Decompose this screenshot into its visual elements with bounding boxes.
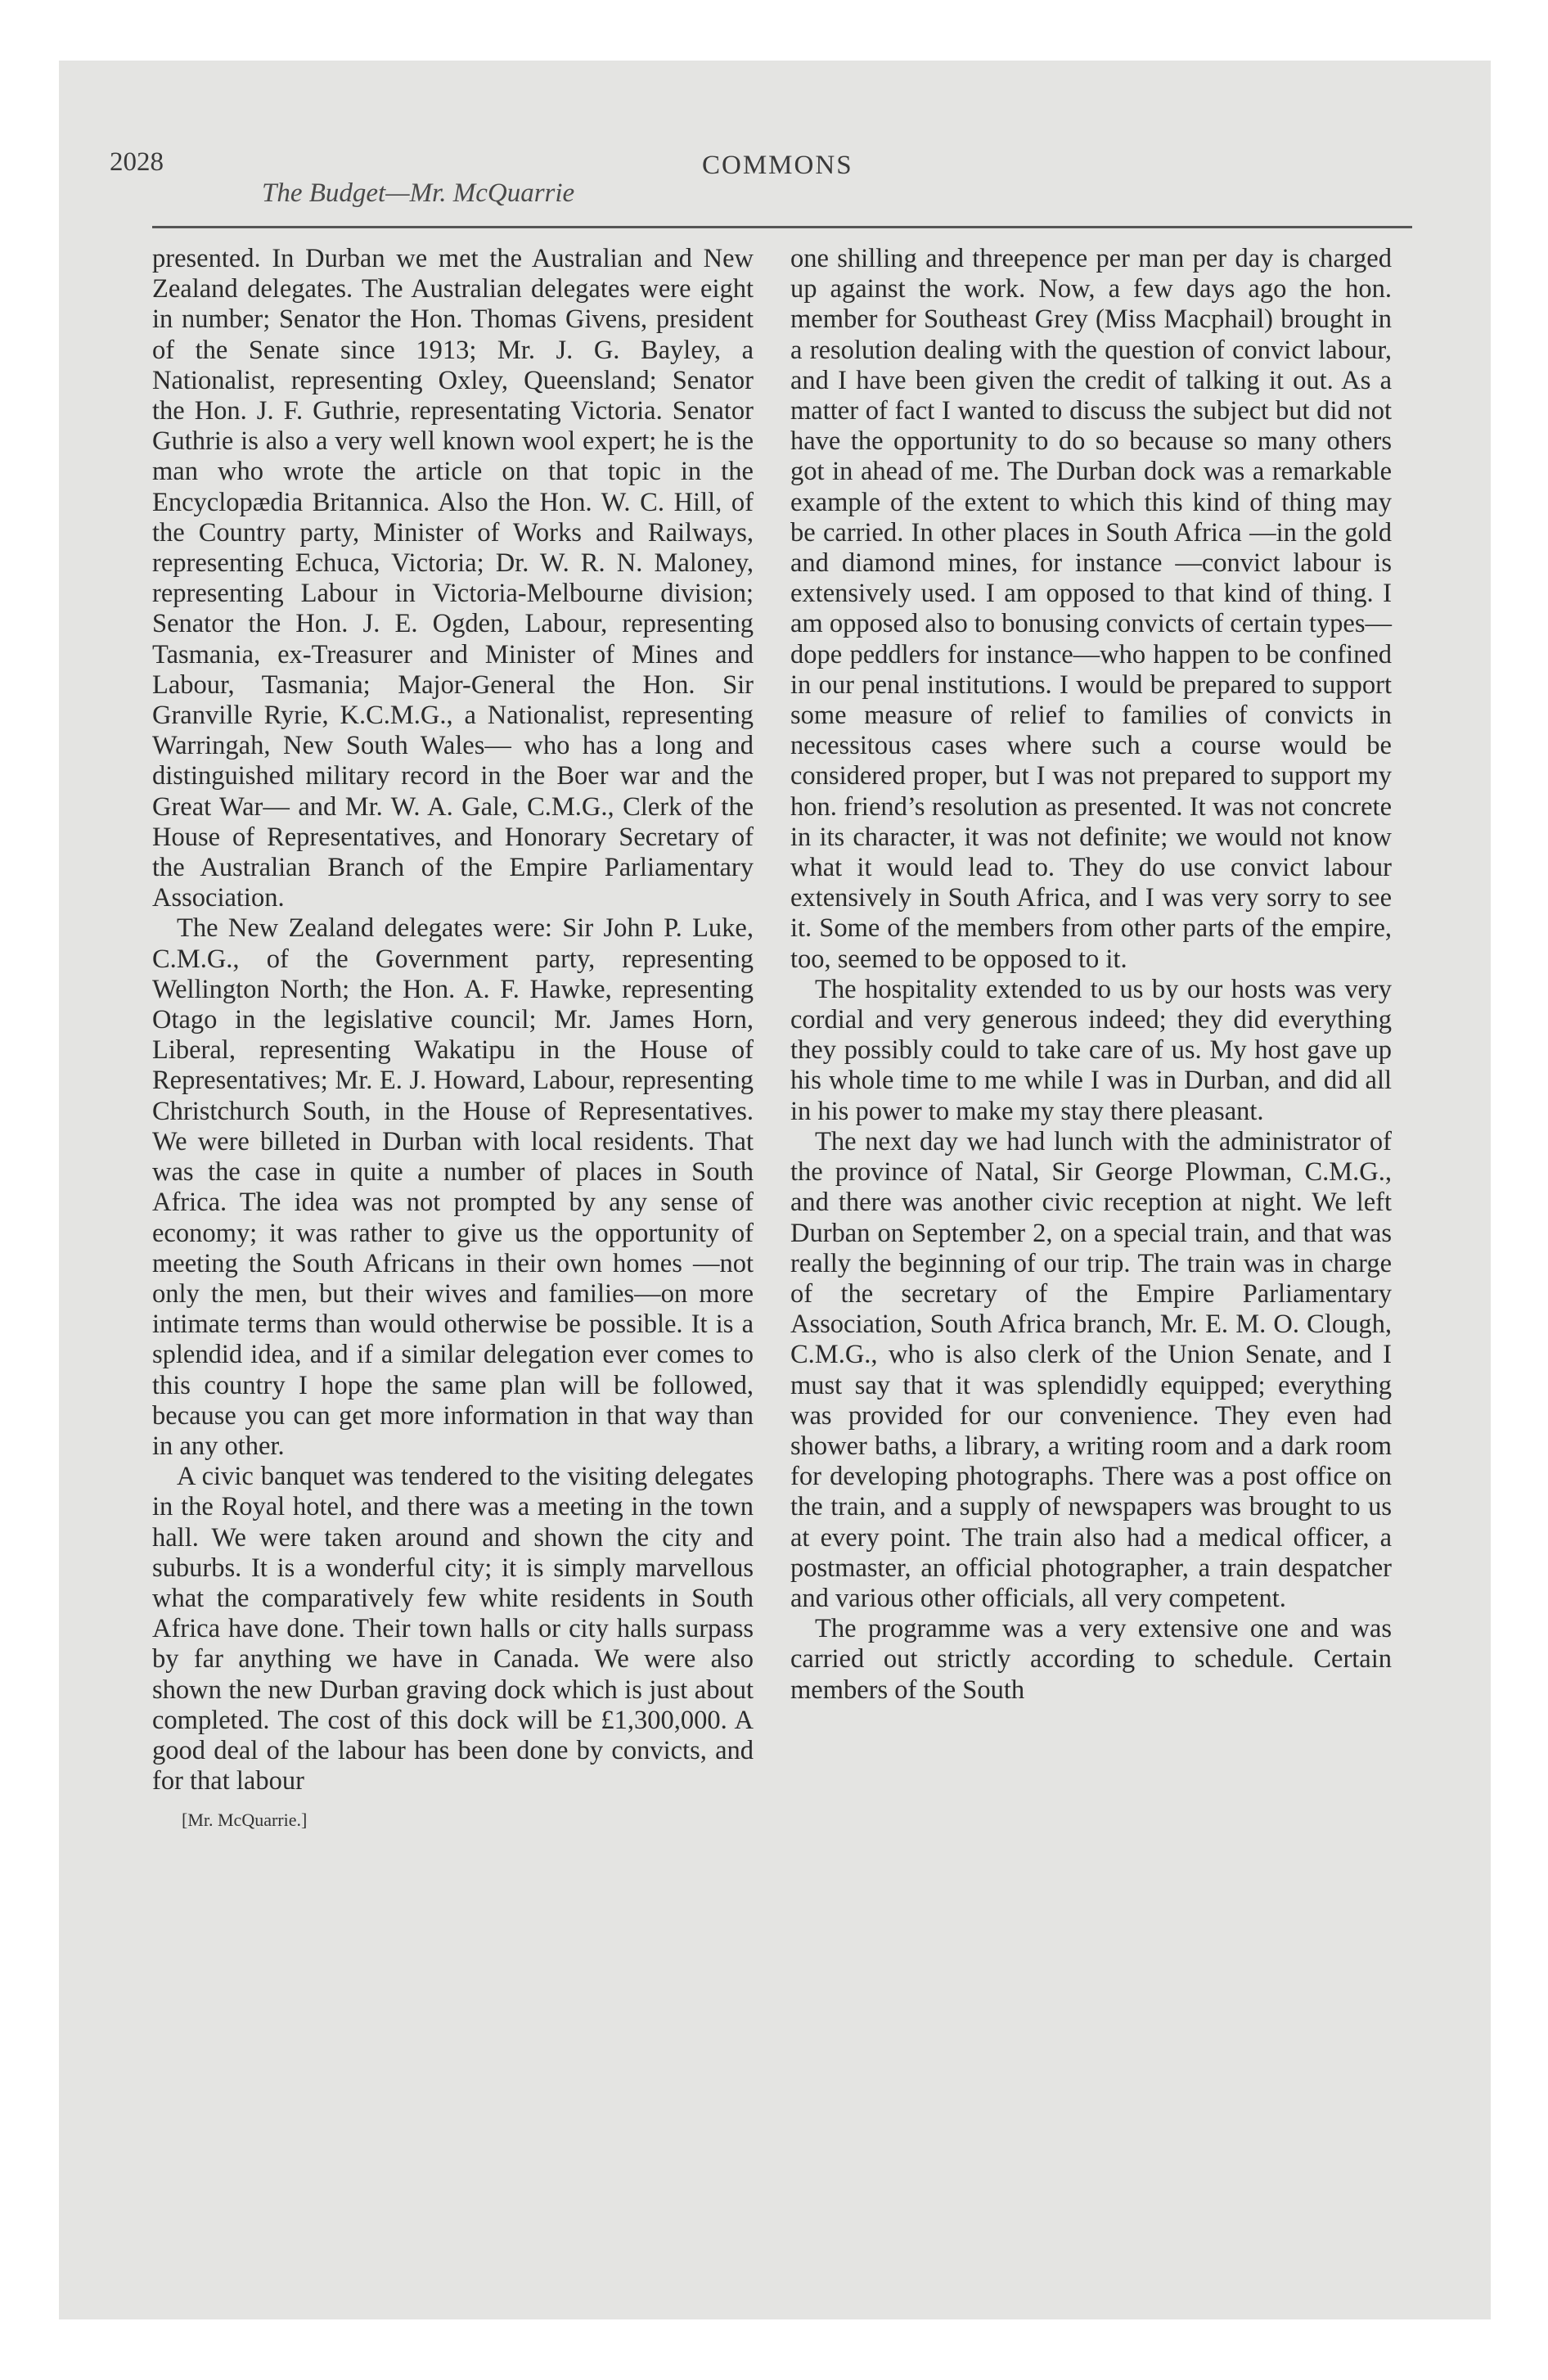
chamber-heading: COMMONS bbox=[702, 151, 853, 180]
page-number: 2028 bbox=[110, 147, 164, 177]
left-column bbox=[152, 244, 754, 1836]
header-rule bbox=[152, 226, 1412, 228]
right-paragraph-3: The next day we had lunch with the administrator of the province of Natal, Sir George Plowman, C.M.G., and there was another civic reception at night. We left Durban on September 2, on a special train, and that was really the beginning of our trip. The train was in charge of the secretary of the Empire Parliamentary Association, South Africa branch, Mr. E. M. O. Clough, C.M.G., who is also clerk of the Union Senate, and I must say that it was splendidly equipped; everything was provided for our convenience. They even had shower baths, a library, a writing room and a dark room for developing photographs. There was a post office on the train, and a supply of newspapers was brought to us at every point. The train also had a medical officer, a postmaster, an official photographer, a train despatcher and various other officials, all very competent. bbox=[790, 1126, 1392, 1613]
right-paragraph-2: The hospitality extended to us by our hosts was very cordial and very generous indeed; they did everything they possibly could to take care of us. My host gave up his whole time to me while I was in Durban, and did all in his power to make my stay there pleasant. bbox=[790, 974, 1392, 1126]
left-paragraph-3: A civic banquet was tendered to the visiting delegates in the Royal hotel, and there was a meeting in the town hall. We were taken around and shown the city and suburbs. It is a wonderful city; it is simply marvellous what the comparatively few white residents in South Africa have done. Their town halls or city halls surpass by far anything we have in Canada. We were also shown the new Durban graving dock which is just about completed. The cost of this dock will be £1,300,000. A good deal of the labour has been done by convicts, and for that labour bbox=[152, 1462, 754, 1796]
speaker-footnote: [Mr. McQuarrie.] bbox=[182, 1810, 308, 1831]
right-paragraph-1: one shilling and threepence per man per day is charged up against the work. Now, a few days ago the hon. member for Southeast Grey (Miss Macphail) brought in a resolution dealing with the question of convict labour, and I have been given the credit of talking it out. As a matter of fact I wanted to discuss the subject but did not have the opportunity to do so because so many others got in ahead of me. The Durban dock was a remarkable example of the extent to which this kind of thing may be carried. In other places in South Africa —in the gold and diamond mines, for instance —convict labour is extensively used. I am opposed to that kind of thing. I am opposed also to bonusing convicts of certain types— dope peddlers for instance—who happen to be confined in our penal institutions. I would be prepared to support some measure of relief to families of convicts in necessitous cases where such a course would be considered proper, but I was not prepared to support my hon. friend’s resolution as presented. It was not concrete in its character, it was not definite; we would not know what it would lead to. They do use convict labour extensively in South Africa, and I was very sorry to see it. Some of the members from other parts of the empire, too, seemed to be opposed to it. bbox=[790, 244, 1392, 974]
right-paragraph-4: The programme was a very extensive one and was carried out strictly according to schedule. Certain members of the South bbox=[790, 1614, 1392, 1705]
left-paragraph-1: presented. In Durban we met the Australian and New Zealand delegates. The Australian delegates were eight in number; Senator the Hon. Thomas Givens, president of the Senate since 1913; Mr. J. G. Bayley, a Nationalist, representing Oxley, Queensland; Senator the Hon. J. F. Guthrie, representating Victoria. Senator Guthrie is also a very well known wool expert; he is the man who wrote the article on that topic in the Encyclopædia Britannica. Also the Hon. W. C. Hill, of the Country party, Minister of Works and Railways, representing Echuca, Victoria; Dr. W. R. N. Maloney, representing Labour in Victoria-Melbourne division; Senator the Hon. J. E. Ogden, Labour, representing Tasmania, ex-Treasurer and Minister of Mines and Labour, Tasmania; Major-General the Hon. Sir Granville Ryrie, K.C.M.G., a Nationalist, representing Warringah, New South Wales— who has a long and distinguished military record in the Boer war and the Great War— and Mr. W. A. Gale, C.M.G., Clerk of the House of Representatives, and Honorary Secretary of the Australian Branch of the Empire Parliamentary Association. bbox=[152, 244, 754, 913]
right-column bbox=[790, 244, 1392, 1706]
running-title: The Budget—Mr. McQuarrie bbox=[262, 178, 575, 208]
left-paragraph-2: The New Zealand delegates were: Sir John P. Luke, C.M.G., of the Government party, representing Wellington North; the Hon. A. F. Hawke, representing Otago in the legislative council; Mr. James Horn, Liberal, representing Wakatipu in the House of Representatives; Mr. E. J. Howard, Labour, representing Christchurch South, in the House of Representatives. We were billeted in Durban with local residents. That was the case in quite a number of places in South Africa. The idea was not prompted by any sense of economy; it was rather to give us the opportunity of meeting the South Africans in their own homes —not only the men, but their wives and families—on more intimate terms than would otherwise be possible. It is a splendid idea, and if a similar delegation ever comes to this country I hope the same plan will be followed, because you can get more information in that way than in any other. bbox=[152, 913, 754, 1461]
